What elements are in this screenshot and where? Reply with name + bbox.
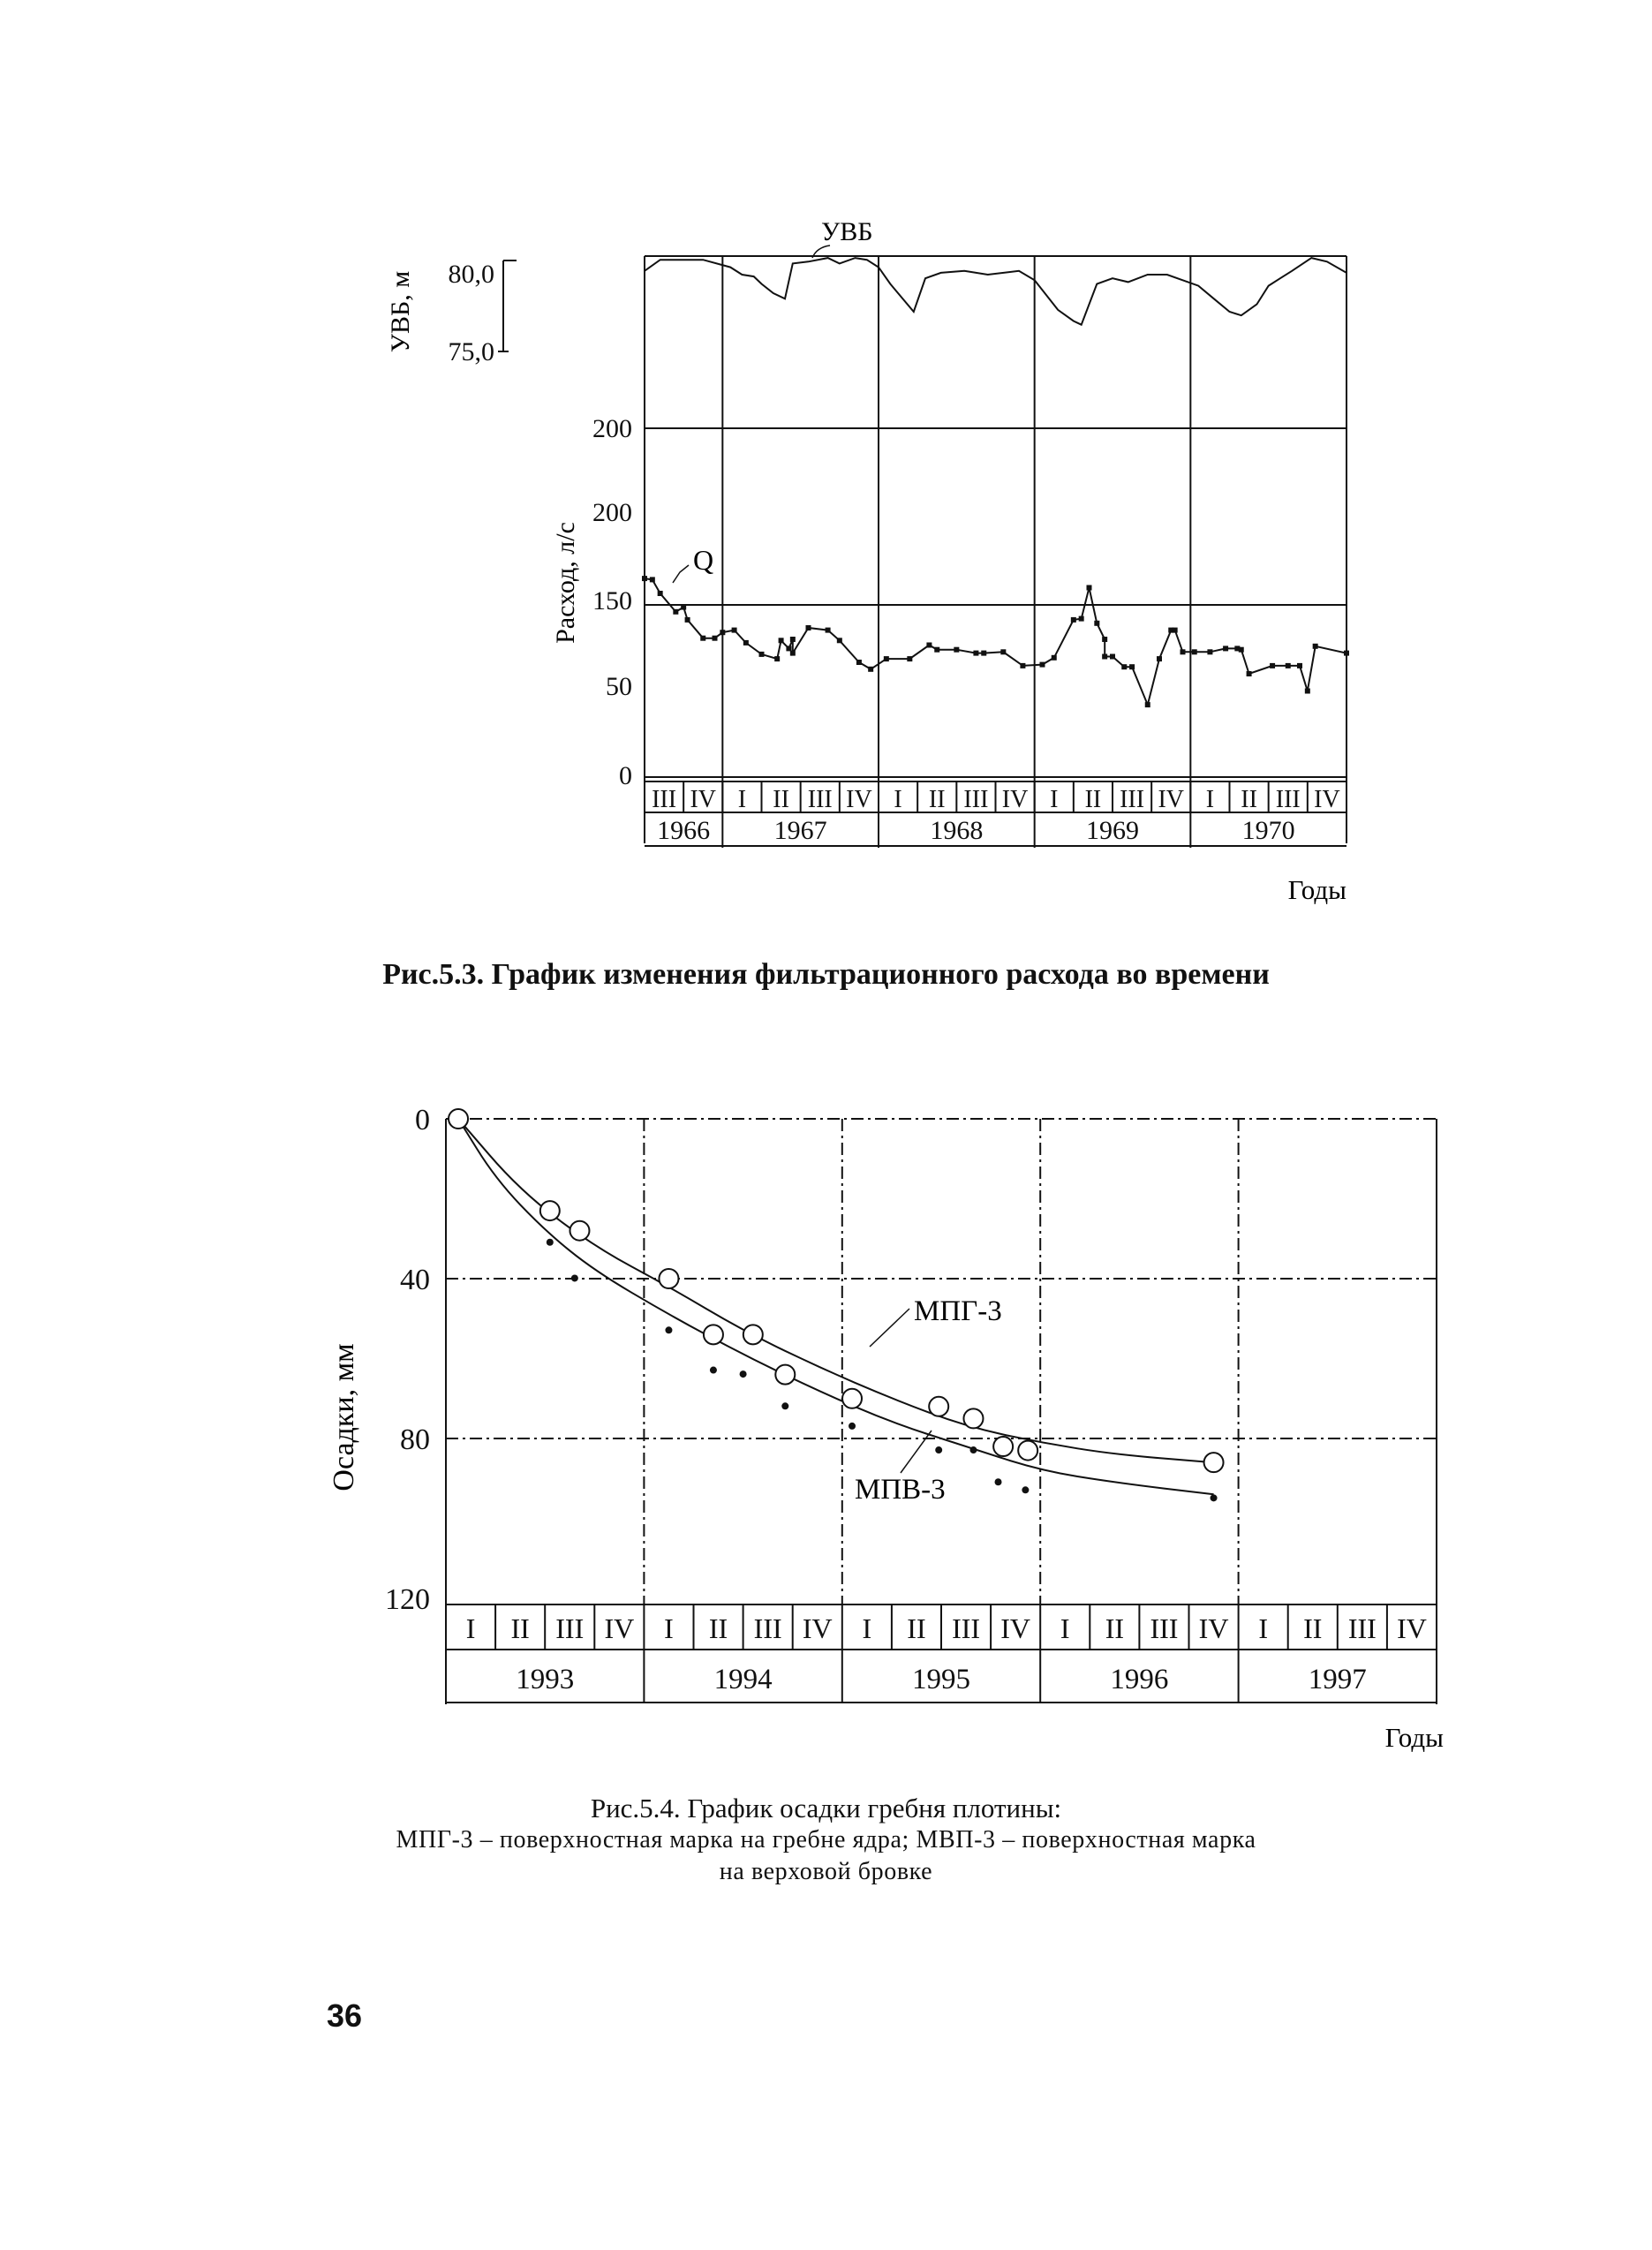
flow-point [1207, 649, 1212, 654]
mpv3-point [1022, 1486, 1029, 1493]
years-axis-label: Годы [1287, 874, 1346, 905]
year-label: 1967 [773, 816, 827, 845]
flow-point [856, 660, 862, 665]
flow-point [1239, 647, 1244, 653]
uvb-line [645, 258, 1346, 325]
flow-point [1247, 671, 1252, 676]
year-label: 1995 [912, 1664, 970, 1695]
flow-point [720, 630, 725, 635]
settlement-tick-label: 40 [400, 1264, 430, 1296]
flow-point [1102, 654, 1107, 660]
quarter-label: II [1105, 1612, 1125, 1644]
flow-point [926, 643, 932, 648]
flow-point [934, 647, 939, 653]
flow-point [826, 628, 831, 633]
year-label: 1969 [1086, 816, 1139, 845]
flow-point [743, 640, 749, 646]
quarter-label: I [862, 1612, 872, 1644]
flow-point [1270, 663, 1275, 668]
settlement-tick-labels [385, 1104, 430, 1616]
mpg3-point [1018, 1441, 1037, 1461]
flow-point [1305, 689, 1310, 694]
year-label: 1970 [1241, 816, 1295, 845]
flow-point [954, 647, 959, 653]
quarter-label: IV [1397, 1612, 1427, 1644]
quarter-label: III [1120, 786, 1145, 813]
uvb-tick-label: 75,0 [448, 337, 494, 366]
flow-point [1223, 646, 1228, 651]
flow-point [774, 656, 780, 661]
mpv3-point [935, 1446, 942, 1453]
figure2-caption-title: Рис.5.4. График осадки гребня плотины: [590, 1793, 1062, 1823]
flow-tick-label: 200 [592, 414, 632, 443]
flow-tick-label: 200 [592, 498, 632, 527]
flow-point [779, 638, 784, 643]
quarter-label: IV [1000, 1612, 1031, 1644]
quarter-year-axis [645, 781, 1346, 846]
flow-point [681, 605, 686, 610]
flow-point [790, 637, 796, 642]
year-label: 1968 [930, 816, 984, 845]
flow-point [973, 651, 978, 656]
quarter-label: III [555, 1612, 585, 1644]
flow-point [1110, 654, 1115, 660]
quarter-label: I [894, 786, 902, 813]
quarter-label: III [807, 786, 833, 813]
flow-point [732, 628, 737, 633]
figure-crest-settlement [328, 1104, 1444, 1753]
flow-line [645, 578, 1346, 705]
flow-point [907, 656, 912, 661]
quarter-year-axis-2 [446, 1604, 1437, 1703]
quarter-label: III [1275, 786, 1301, 813]
flow-point [1020, 663, 1025, 668]
mpv3-point [995, 1478, 1002, 1485]
flow-point [1071, 617, 1076, 623]
mpg3-point [570, 1221, 589, 1241]
quarter-label: I [664, 1612, 674, 1644]
mpg3-point [659, 1269, 678, 1288]
quarter-label: I [1258, 1612, 1268, 1644]
flow-series-points [642, 576, 1349, 707]
mpg3-point [963, 1408, 983, 1428]
flow-point [806, 625, 811, 630]
flow-point [1181, 649, 1186, 654]
quarter-label: III [753, 1612, 782, 1644]
flow-point [1313, 644, 1318, 649]
quarter-label: I [1060, 1612, 1070, 1644]
flow-point [759, 652, 765, 657]
flow-tick-label: 0 [619, 761, 632, 790]
chart-grid [645, 256, 1346, 848]
quarter-label: II [928, 786, 946, 813]
mpv3-point [781, 1402, 788, 1409]
flow-point [1052, 655, 1057, 661]
flow-point [1173, 628, 1178, 633]
flow-tick-label: 150 [592, 586, 632, 615]
uvb-tick-label: 80,0 [448, 260, 494, 289]
flow-point [790, 651, 796, 656]
uvb-series-label: УВБ [821, 217, 873, 246]
quarter-label: IV [1198, 1612, 1229, 1644]
flow-point [642, 576, 647, 581]
mpg3-point [704, 1325, 723, 1344]
quarter-label: IV [604, 1612, 635, 1644]
flow-point [1344, 651, 1349, 656]
mpv3-series-label: МПВ-3 [855, 1474, 946, 1506]
quarter-label: II [1084, 786, 1102, 813]
mpg3-point [775, 1365, 795, 1385]
mpg3-points [449, 1109, 1224, 1472]
page-number: 36 [327, 1997, 363, 2034]
flow-point [1000, 649, 1006, 654]
uvb-series-line [645, 245, 1346, 325]
flow-point [1157, 656, 1162, 661]
flow-axis-label: Расход, л/с [551, 522, 580, 644]
quarter-label: I [737, 786, 747, 813]
quarter-label: IV [1314, 786, 1340, 813]
quarter-label: III [652, 786, 677, 813]
flow-point [650, 577, 655, 582]
mpv3-point [571, 1274, 578, 1281]
mpv3-leader [901, 1431, 932, 1473]
mpg3-point [449, 1109, 468, 1129]
flow-point [713, 636, 718, 641]
flow-point [673, 609, 678, 615]
quarter-label: III [963, 786, 989, 813]
flow-point [837, 638, 842, 643]
quarter-label: I [1205, 786, 1215, 813]
flow-point [658, 591, 663, 596]
year-label: 1994 [713, 1664, 773, 1695]
flow-point [700, 636, 705, 641]
mpg3-trend-line [458, 1119, 1214, 1462]
mpv3-point [1211, 1494, 1218, 1501]
flow-point [1145, 702, 1150, 707]
settlement-tick-label: 80 [400, 1423, 430, 1456]
mpg3-leader [870, 1309, 909, 1347]
mpv3-point [849, 1423, 856, 1430]
flow-point [1297, 663, 1302, 668]
flow-point [1192, 649, 1197, 654]
flow-point [786, 646, 791, 651]
year-label: 1966 [657, 816, 711, 845]
quarter-label: III [1347, 1612, 1377, 1644]
quarter-label: IV [802, 1612, 833, 1644]
mpv3-point [969, 1446, 977, 1453]
quarter-label: II [1241, 786, 1257, 813]
figure2-caption-line1: МПГ-3 – поверхностная марка на гребне ядра; МВП-3 – поверхностная марка [396, 1826, 1256, 1854]
quarter-label: IV [690, 786, 717, 813]
flow-point [1087, 585, 1092, 591]
uvb-tick-labels [449, 260, 517, 366]
mpv3-point [740, 1370, 747, 1378]
flow-point [1286, 663, 1291, 668]
flow-point [1040, 662, 1045, 668]
flow-point [884, 656, 889, 661]
quarter-label: IV [846, 786, 872, 813]
year-label: 1996 [1110, 1664, 1169, 1695]
mpg3-point [1204, 1453, 1224, 1472]
flow-point [1094, 621, 1099, 626]
year-label: 1997 [1308, 1664, 1367, 1695]
settlement-tick-label: 0 [415, 1104, 430, 1136]
flow-series-label: Q [693, 544, 714, 576]
quarter-label: I [1050, 786, 1059, 813]
settlement-axis-label: Осадки, мм [328, 1343, 360, 1491]
quarter-label: II [708, 1612, 728, 1644]
quarter-label: III [1150, 1612, 1179, 1644]
figure-filtration-flow [386, 217, 1349, 905]
flow-point [981, 651, 986, 656]
quarter-label: II [907, 1612, 926, 1644]
quarter-label: II [773, 786, 789, 813]
figure1-caption: Рис.5.3. График изменения фильтрационного расхода во времени [382, 958, 1270, 991]
flow-point [1102, 637, 1107, 642]
mpg3-point [540, 1201, 560, 1220]
year-label: 1993 [516, 1664, 575, 1695]
quarter-label: I [465, 1612, 476, 1644]
figure2-caption-line2: на верховой бровке [719, 1858, 933, 1885]
mpg3-series-label: МПГ-3 [914, 1295, 1002, 1327]
flow-leader [673, 565, 689, 583]
quarter-label: III [952, 1612, 981, 1644]
mpv3-point [665, 1326, 672, 1333]
flow-point [868, 667, 873, 672]
uvb-axis-label: УВБ, м [386, 270, 415, 353]
quarter-label: II [510, 1612, 530, 1644]
flow-point [685, 617, 690, 623]
years-axis-label-2: Годы [1384, 1722, 1444, 1753]
mpg3-point [993, 1437, 1013, 1456]
quarter-label: IV [1158, 786, 1185, 813]
quarter-label: II [1303, 1612, 1323, 1644]
flow-point [1129, 664, 1135, 669]
quarter-label: IV [1001, 786, 1029, 813]
mpg3-point [929, 1397, 948, 1416]
mpv3-point [547, 1239, 554, 1246]
flow-series-line [645, 565, 1346, 705]
flow-point [1079, 616, 1084, 622]
flow-tick-label: 50 [606, 672, 632, 701]
flow-point [1121, 664, 1127, 669]
flow-tick-labels [592, 414, 632, 790]
mpv3-point [710, 1367, 717, 1374]
mpg3-point [842, 1389, 862, 1408]
settlement-tick-label: 120 [385, 1583, 430, 1616]
mpg3-point [743, 1325, 763, 1344]
